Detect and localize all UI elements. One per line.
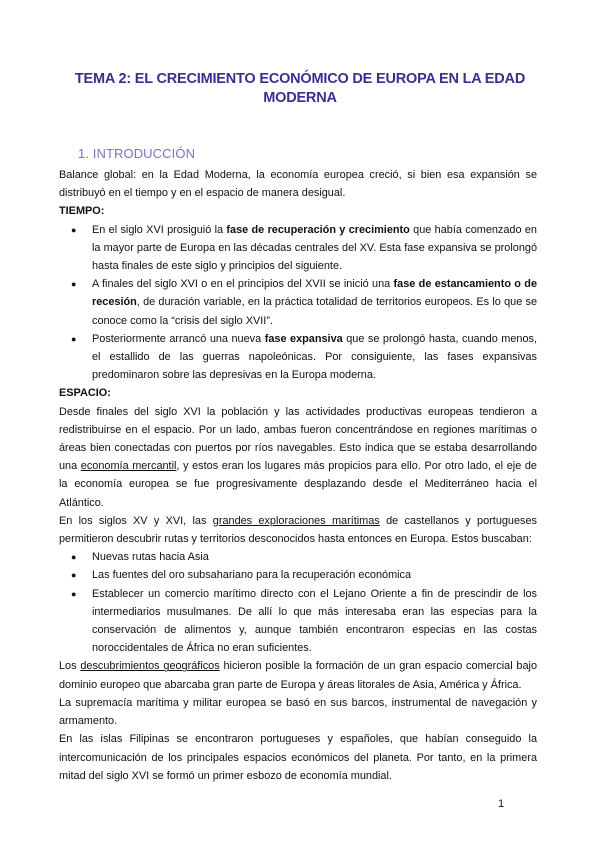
exploraciones-link: grandes exploraciones marítimas bbox=[212, 514, 380, 527]
list-item: ● A finales del siglo XVI o en el principios del XVII se inició una fase de estancamiento o de recesión, de duración variable, en la práctica totalidad de territorios europeos. Es lo que se conoce como la “crisis del siglo XVII”. bbox=[59, 275, 537, 330]
intro-paragraph: Balance global: en la Edad Moderna, la economía europea creció, si bien esa expansión se distribuyó en el tiempo y en el espacio de manera desigual. bbox=[59, 169, 537, 200]
document-body bbox=[59, 166, 537, 785]
list-item: ● Las fuentes del oro subsahariano para la recuperación económica bbox=[59, 566, 537, 584]
list-item: ● Posteriormente arrancó una nueva fase expansiva que se prolongó hasta, cuando menos, el estallido de las guerras napoleónicas. Por consiguiente, las fases expansivas predominaron sobre las depresivas en la Europa moderna. bbox=[59, 330, 537, 385]
paragraph-descubrimientos: Los descubrimientos geográficos hicieron posible la formación de un gran espacio comercial bajo dominio europeo que abarcaba gran parte de Europa y áreas litorales de Asia, América y África. bbox=[59, 660, 537, 691]
espacio-label: ESPACIO: bbox=[59, 387, 111, 400]
bullet-icon: ● bbox=[71, 570, 77, 581]
list-item: ● Nuevas rutas hacia Asia bbox=[59, 548, 537, 566]
bullet-icon: ● bbox=[71, 224, 77, 235]
paragraph-supremacia: La supremacía marítima y militar europea se basó en sus barcos, instrumental de navegación y armamento. bbox=[59, 696, 537, 728]
tiempo-list bbox=[59, 221, 537, 385]
list-item: ● En el siglo XVI prosiguió la fase de recuperación y crecimiento que había comenzado en la mayor parte de Europa en las décadas centrales del XV. Esta fase expansiva se prolongó hasta finales de este siglo y principios del siguiente. bbox=[59, 221, 537, 276]
bullet-icon: ● bbox=[71, 279, 77, 290]
title-line-2: MODERNA bbox=[263, 90, 337, 106]
bullet-icon: ● bbox=[71, 588, 77, 599]
section-heading: 1. INTRODUCCIÓN bbox=[78, 146, 196, 161]
espacio-paragraph-2: En los siglos XV y XVI, las grandes exploraciones marítimas de castellanos y portugueses permitieron descubrir rutas y territorios desconocidos hasta entonces en Europa. Estos buscaban: bbox=[59, 514, 537, 546]
title-line-1: TEMA 2: EL CRECIMIENTO ECONÓMICO DE EUROPA EN LA EDAD bbox=[74, 71, 526, 87]
espacio-paragraph-1: Desde finales del siglo XVI la población y las actividades productivas europeas tendieron a redistribuirse en el espacio. Por un lado, ambas fueron concentrándose en regiones marítimas o áreas bien conectadas con puertos por ríos navegables. Esto indica que se estaba desarrollando una economía mercantil, y estos eran los lugares más propicios para ello. Por otro lado, el eje de la economía europea se fue progresivamente desplazando desde el Mediterráneo hacia el Atlántico. bbox=[59, 405, 537, 509]
buscaban-list bbox=[59, 548, 537, 657]
descubrimientos-link: descubrimientos geográficos bbox=[80, 660, 220, 673]
page-number: 1 bbox=[498, 798, 505, 810]
paragraph-filipinas: En las islas Filipinas se encontraron portugueses y españoles, que habían conseguido la intercomunicación de los principales espacios económicos del planeta. Por tanto, en la primera mitad del siglo XVI se formó un primer esbozo de economía mundial. bbox=[59, 733, 537, 782]
list-item: ● Establecer un comercio marítimo directo con el Lejano Oriente a fin de prescindir de los intermediarios musulmanes. De allí lo que más interesaba eran las especias para la conservación de alimentos y, aunque también encontraron especias en las costas noroccidentales de África no eran suficientes. bbox=[59, 585, 537, 658]
economia-mercantil-link: economía mercantil bbox=[80, 460, 177, 473]
tiempo-label: TIEMPO: bbox=[59, 205, 105, 218]
bullet-icon: ● bbox=[71, 552, 77, 563]
bullet-icon: ● bbox=[71, 333, 77, 344]
document-title bbox=[40, 70, 560, 108]
